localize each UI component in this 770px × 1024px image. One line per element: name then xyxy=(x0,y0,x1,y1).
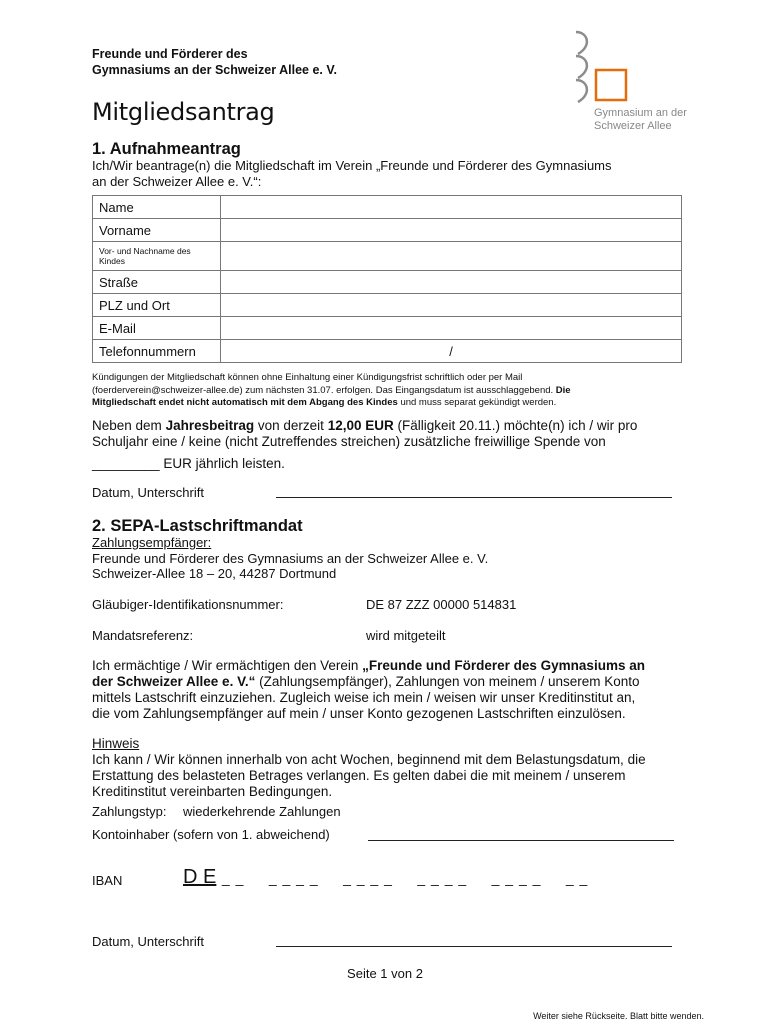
hint-line-3: Kreditinstitut vereinbarten Bedingungen. xyxy=(92,784,333,799)
label-phone: Telefonnummern xyxy=(93,340,221,363)
fee-post: (Fälligkeit 20.11.) möchte(n) ich / wir pro xyxy=(397,418,638,433)
auth-line-4: die vom Zahlungsempfänger auf mein / unser Konto gezogenen Lastschriften einzulösen. xyxy=(92,706,626,721)
iban-blanks: _ _ _ _ _ _ _ _ _ _ _ _ _ _ _ _ _ _ _ _ xyxy=(221,870,589,886)
fee-line-3[interactable]: _________ EUR jährlich leisten. xyxy=(92,456,285,471)
section-1-heading: 1. Aufnahmeantrag xyxy=(92,140,241,158)
payee-address: Schweizer-Allee 18 – 20, 44287 Dortmund xyxy=(92,566,337,581)
form-row-child xyxy=(93,242,682,271)
signature-label-1: Datum, Unterschrift xyxy=(92,485,204,500)
fee-amount: 12,00 EUR xyxy=(327,418,394,433)
label-child-name xyxy=(93,242,221,271)
hint-block xyxy=(92,736,692,800)
note-end: und muss separat gekündigt werden. xyxy=(400,397,557,408)
fee-line-1 xyxy=(92,418,692,434)
iban-field[interactable] xyxy=(183,866,588,889)
document-title: Mitgliedsantrag xyxy=(92,98,275,126)
payee-block xyxy=(92,535,488,582)
signature-label-2: Datum, Unterschrift xyxy=(92,934,204,949)
auth-line-3: mittels Lastschrift einzuziehen. Zugleich weise ich mein / weisen wir unser Kreditinstitut an, xyxy=(92,690,636,705)
form-row-name xyxy=(93,196,682,219)
input-city[interactable] xyxy=(221,294,682,317)
creditor-id-label: Gläubiger-Identifikationsnummer: xyxy=(92,597,284,612)
page-number: Seite 1 von 2 xyxy=(347,966,423,981)
note-bold-b: Mitgliedschaft endet nicht automatisch mit dem Abgang des Kindes xyxy=(92,397,398,408)
note-line-2 xyxy=(92,385,692,398)
fee-bold-1: Jahresbeitrag xyxy=(165,418,255,433)
hint-label: Hinweis xyxy=(92,736,140,751)
signature-line-2[interactable] xyxy=(276,946,672,947)
label-firstname: Vorname xyxy=(93,219,221,242)
intro-line-1: Ich/Wir beantrage(n) die Mitgliedschaft im Verein „Freunde und Förderer des Gymnasiums xyxy=(92,158,612,173)
form-row-city xyxy=(93,294,682,317)
form-row-street xyxy=(93,271,682,294)
fee-pre: Neben dem xyxy=(92,418,162,433)
iban-label: IBAN xyxy=(92,873,123,888)
form-row-phone xyxy=(93,340,682,363)
payee-name: Freunde und Förderer des Gymnasiums an der Schweizer Allee e. V. xyxy=(92,550,489,566)
form-row-firstname xyxy=(93,219,682,242)
membership-form-table xyxy=(92,195,682,363)
payment-type-label: Zahlungstyp: xyxy=(92,804,167,819)
label-city: PLZ und Ort xyxy=(93,294,221,317)
organization-name xyxy=(92,46,337,78)
input-email[interactable] xyxy=(221,317,682,340)
input-street[interactable] xyxy=(221,271,682,294)
signature-line-1[interactable] xyxy=(276,497,672,498)
authorization-text xyxy=(92,658,692,722)
note-bold-a: Die xyxy=(555,384,571,396)
org-line-1: Freunde und Förderer des xyxy=(92,47,248,61)
input-firstname[interactable] xyxy=(221,219,682,242)
cancellation-note xyxy=(92,372,692,410)
logo-text xyxy=(594,107,687,132)
label-street: Straße xyxy=(93,271,221,294)
payment-type-value: wiederkehrende Zahlungen xyxy=(183,804,341,819)
payee-label: Zahlungsempfänger: xyxy=(92,535,212,550)
continue-note: Weiter siehe Rückseite. Blatt bitte wenden. xyxy=(533,1011,704,1021)
auth-line-2 xyxy=(92,674,692,690)
label-name: Name xyxy=(93,196,221,219)
label-email: E-Mail xyxy=(93,317,221,340)
form-row-email xyxy=(93,317,682,340)
auth-bold-1: „Freunde und Förderer des Gymnasiums an xyxy=(362,658,645,673)
fee-mid: von derzeit xyxy=(257,418,324,433)
auth-post: (Zahlungsempfänger), Zahlungen von meinem / unserem Konto xyxy=(259,674,640,689)
creditor-id-value: DE 87 ZZZ 00000 514831 xyxy=(366,597,517,612)
mandate-label: Mandatsreferenz: xyxy=(92,628,194,643)
hint-line-2: Erstattung des belasteten Betrages verlangen. Es gelten dabei die mit meinem / unserem xyxy=(92,768,626,783)
note-line-1: Kündigungen der Mitgliedschaft können ohne Einhaltung einer Kündigungsfrist schriftlich oder per Mail xyxy=(92,372,523,383)
label-child-name-text: Vor- und Nachname des Kindes xyxy=(99,246,191,266)
iban-prefix: D E xyxy=(183,866,217,888)
note-line-2-text: (foerderverein@schweizer-allee.de) zum nächsten 31.07. erfolgen. Das Eingangsdatum ist ausschlaggebend. xyxy=(92,384,554,396)
account-holder-line[interactable] xyxy=(368,840,674,841)
logo-line-1: Gymnasium an der xyxy=(594,107,687,119)
input-phone[interactable]: / xyxy=(221,340,682,363)
account-holder-label: Kontoinhaber (sofern von 1. abweichend) xyxy=(92,827,330,842)
auth-line-1 xyxy=(92,658,692,674)
fee-line-2: Schuljahr eine / keine (nicht Zutreffendes streichen) zusätzliche freiwillige Spende von xyxy=(92,434,606,449)
auth-pre: Ich ermächtige / Wir ermächtigen den Verein xyxy=(92,658,359,673)
mandate-value: wird mitgeteilt xyxy=(366,628,446,643)
auth-bold-2: der Schweizer Allee e. V.“ xyxy=(92,674,256,689)
intro-line-2: an der Schweizer Allee e. V.“: xyxy=(92,173,262,189)
input-child-name[interactable] xyxy=(221,242,682,271)
logo-line-2: Schweizer Allee xyxy=(594,119,672,132)
org-line-2: Gymnasiums an der Schweizer Allee e. V. xyxy=(92,63,338,77)
hint-line-1: Ich kann / Wir können innerhalb von acht Wochen, beginnend mit dem Belastungsdatum, die xyxy=(92,752,646,767)
note-line-3 xyxy=(92,397,692,410)
input-name[interactable] xyxy=(221,196,682,219)
section-2-heading: 2. SEPA-Lastschriftmandat xyxy=(92,517,303,535)
section-1-intro xyxy=(92,158,612,189)
annual-fee-text xyxy=(92,418,692,472)
